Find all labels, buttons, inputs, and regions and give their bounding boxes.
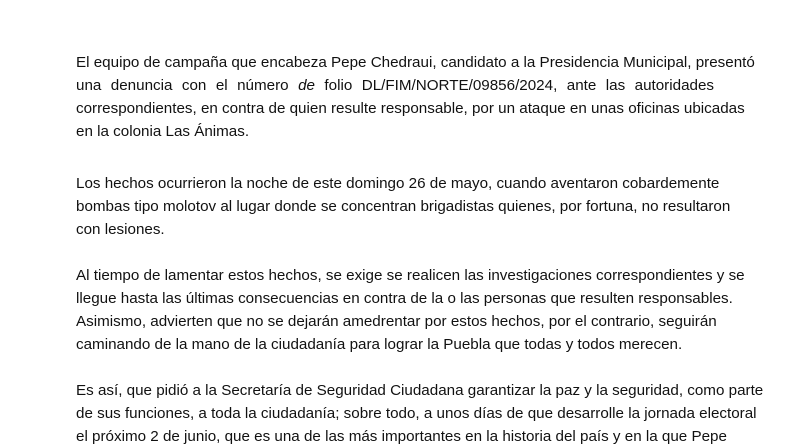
paragraph-line: Al tiempo de lamentar estos hechos, se exige se realicen las investigaciones correspondientes y se: [76, 267, 745, 284]
paragraph-line: de sus funciones, a toda la ciudadanía; sobre todo, a unos días de que desarrolle la jornada electoral: [76, 405, 757, 422]
paragraph-demands: [76, 264, 745, 356]
paragraph-line: caminando de la mano de la ciudadanía para lograr la Puebla que todas y todos merecen.: [76, 336, 683, 353]
paragraph-line: Es así, que pidió a la Secretaría de Seguridad Ciudadana garantizar la paz y la seguridad, como parte: [76, 382, 764, 399]
paragraph-events: [76, 172, 731, 241]
paragraph-line: Asimismo, advierten que no se dejarán amedrentar por estos hechos, por el contrario, seguirán: [76, 313, 717, 330]
paragraph-line: [76, 74, 714, 97]
line-text: una denuncia con el número: [76, 77, 299, 94]
line-text: folio DL/FIM/NORTE/09856/2024, ante las autoridades: [314, 77, 714, 94]
paragraph-line: llegue hasta las últimas consecuencias en contra de la o las personas que resulten responsables.: [76, 290, 733, 307]
paragraph-line: con lesiones.: [76, 221, 165, 238]
paragraph-line: correspondientes, en contra de quien resulte responsable, por un ataque en unas oficinas ubicadas: [76, 100, 745, 117]
paragraph-line: en la colonia Las Ánimas.: [76, 123, 250, 140]
italic-word: de: [298, 77, 315, 94]
paragraph-complaint: [76, 51, 755, 143]
paragraph-line: el próximo 2 de junio, que es una de las más importantes en la historia del país y en la que Pepe: [76, 428, 727, 445]
paragraph-line: bombas tipo molotov al lugar donde se concentran brigadistas quienes, por fortuna, no resultaron: [76, 198, 731, 215]
paragraph-line: Los hechos ocurrieron la noche de este domingo 26 de mayo, cuando aventaron cobardemente: [76, 175, 720, 192]
paragraph-security-request: [76, 379, 764, 445]
paragraph-line: El equipo de campaña que encabeza Pepe Chedraui, candidato a la Presidencia Municipal, presentó: [76, 54, 755, 71]
